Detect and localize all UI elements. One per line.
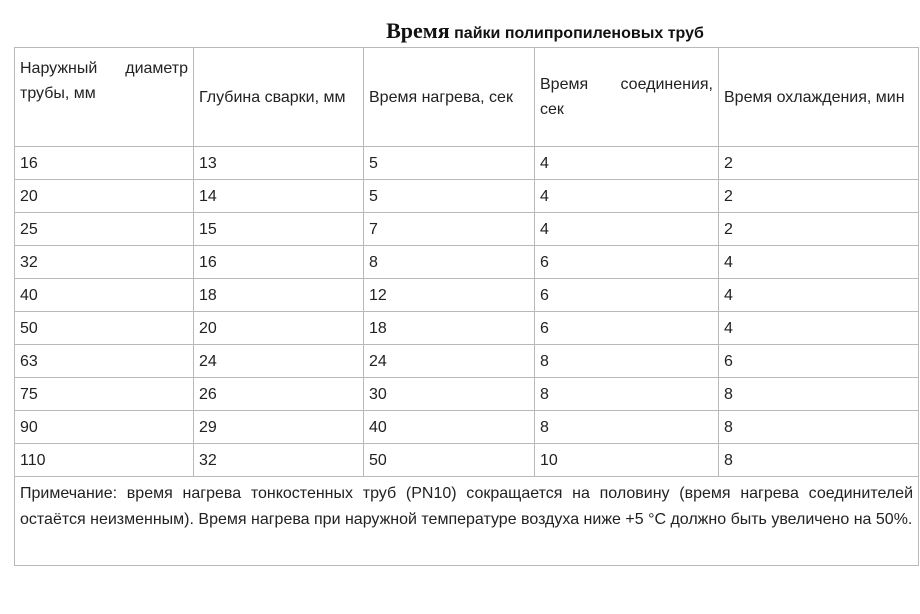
cell-cooling-time: 8 [719,378,919,411]
cell-weld-depth: 15 [194,213,364,246]
table-row [15,312,919,345]
cell-diameter: 20 [15,180,194,213]
cell-joining-time: 6 [535,312,719,345]
cell-heating-time: 7 [364,213,535,246]
cell-cooling-time: 2 [719,180,919,213]
table-note: Примечание: время нагрева тонкостенных труб (PN10) сокращается на половину (время нагрева соединителей остаётся неизменным). Время нагрева при наружной температуре воздуха ниже +5 °С должно быть увеличено на 50%. [15,477,919,566]
table-row [15,213,919,246]
cell-joining-time: 8 [535,378,719,411]
table-row [15,180,919,213]
cell-weld-depth: 20 [194,312,364,345]
cell-joining-time: 4 [535,180,719,213]
table-row [15,411,919,444]
cell-diameter: 90 [15,411,194,444]
cell-cooling-time: 4 [719,312,919,345]
cell-joining-time: 8 [535,345,719,378]
cell-heating-time: 40 [364,411,535,444]
cell-cooling-time: 2 [719,147,919,180]
table-row [15,444,919,477]
welding-time-table [14,47,919,566]
cell-weld-depth: 26 [194,378,364,411]
title-main: Время [386,18,450,43]
header-weld-depth: Глубина сварки, мм [194,48,364,147]
cell-diameter: 50 [15,312,194,345]
cell-cooling-time: 8 [719,411,919,444]
cell-diameter: 32 [15,246,194,279]
cell-cooling-time: 8 [719,444,919,477]
table-header-row [15,48,919,147]
cell-heating-time: 18 [364,312,535,345]
table-row [15,246,919,279]
table-row [15,345,919,378]
table-row [15,378,919,411]
cell-cooling-time: 2 [719,213,919,246]
header-outer-diameter: Наружный диаметр трубы, мм [15,48,194,147]
cell-diameter: 40 [15,279,194,312]
cell-joining-time: 8 [535,411,719,444]
table-note-row [15,477,919,566]
page-title [0,18,920,44]
cell-joining-time: 6 [535,279,719,312]
header-cooling-time: Время охлаждения, мин [719,48,919,147]
cell-weld-depth: 29 [194,411,364,444]
cell-heating-time: 5 [364,147,535,180]
cell-diameter: 25 [15,213,194,246]
cell-weld-depth: 24 [194,345,364,378]
cell-diameter: 110 [15,444,194,477]
cell-heating-time: 30 [364,378,535,411]
cell-joining-time: 4 [535,147,719,180]
cell-diameter: 75 [15,378,194,411]
title-rest: пайки полипропиленовых труб [454,25,704,42]
cell-joining-time: 10 [535,444,719,477]
table-row [15,279,919,312]
cell-joining-time: 4 [535,213,719,246]
cell-heating-time: 12 [364,279,535,312]
table-row [15,147,919,180]
cell-joining-time: 6 [535,246,719,279]
cell-heating-time: 24 [364,345,535,378]
cell-diameter: 63 [15,345,194,378]
cell-diameter: 16 [15,147,194,180]
header-heating-time: Время нагрева, сек [364,48,535,147]
cell-cooling-time: 6 [719,345,919,378]
cell-weld-depth: 16 [194,246,364,279]
cell-weld-depth: 14 [194,180,364,213]
cell-weld-depth: 18 [194,279,364,312]
cell-weld-depth: 13 [194,147,364,180]
cell-heating-time: 5 [364,180,535,213]
cell-weld-depth: 32 [194,444,364,477]
cell-cooling-time: 4 [719,279,919,312]
cell-heating-time: 50 [364,444,535,477]
cell-heating-time: 8 [364,246,535,279]
cell-cooling-time: 4 [719,246,919,279]
header-joining-time: Время соединения, сек [535,48,719,147]
